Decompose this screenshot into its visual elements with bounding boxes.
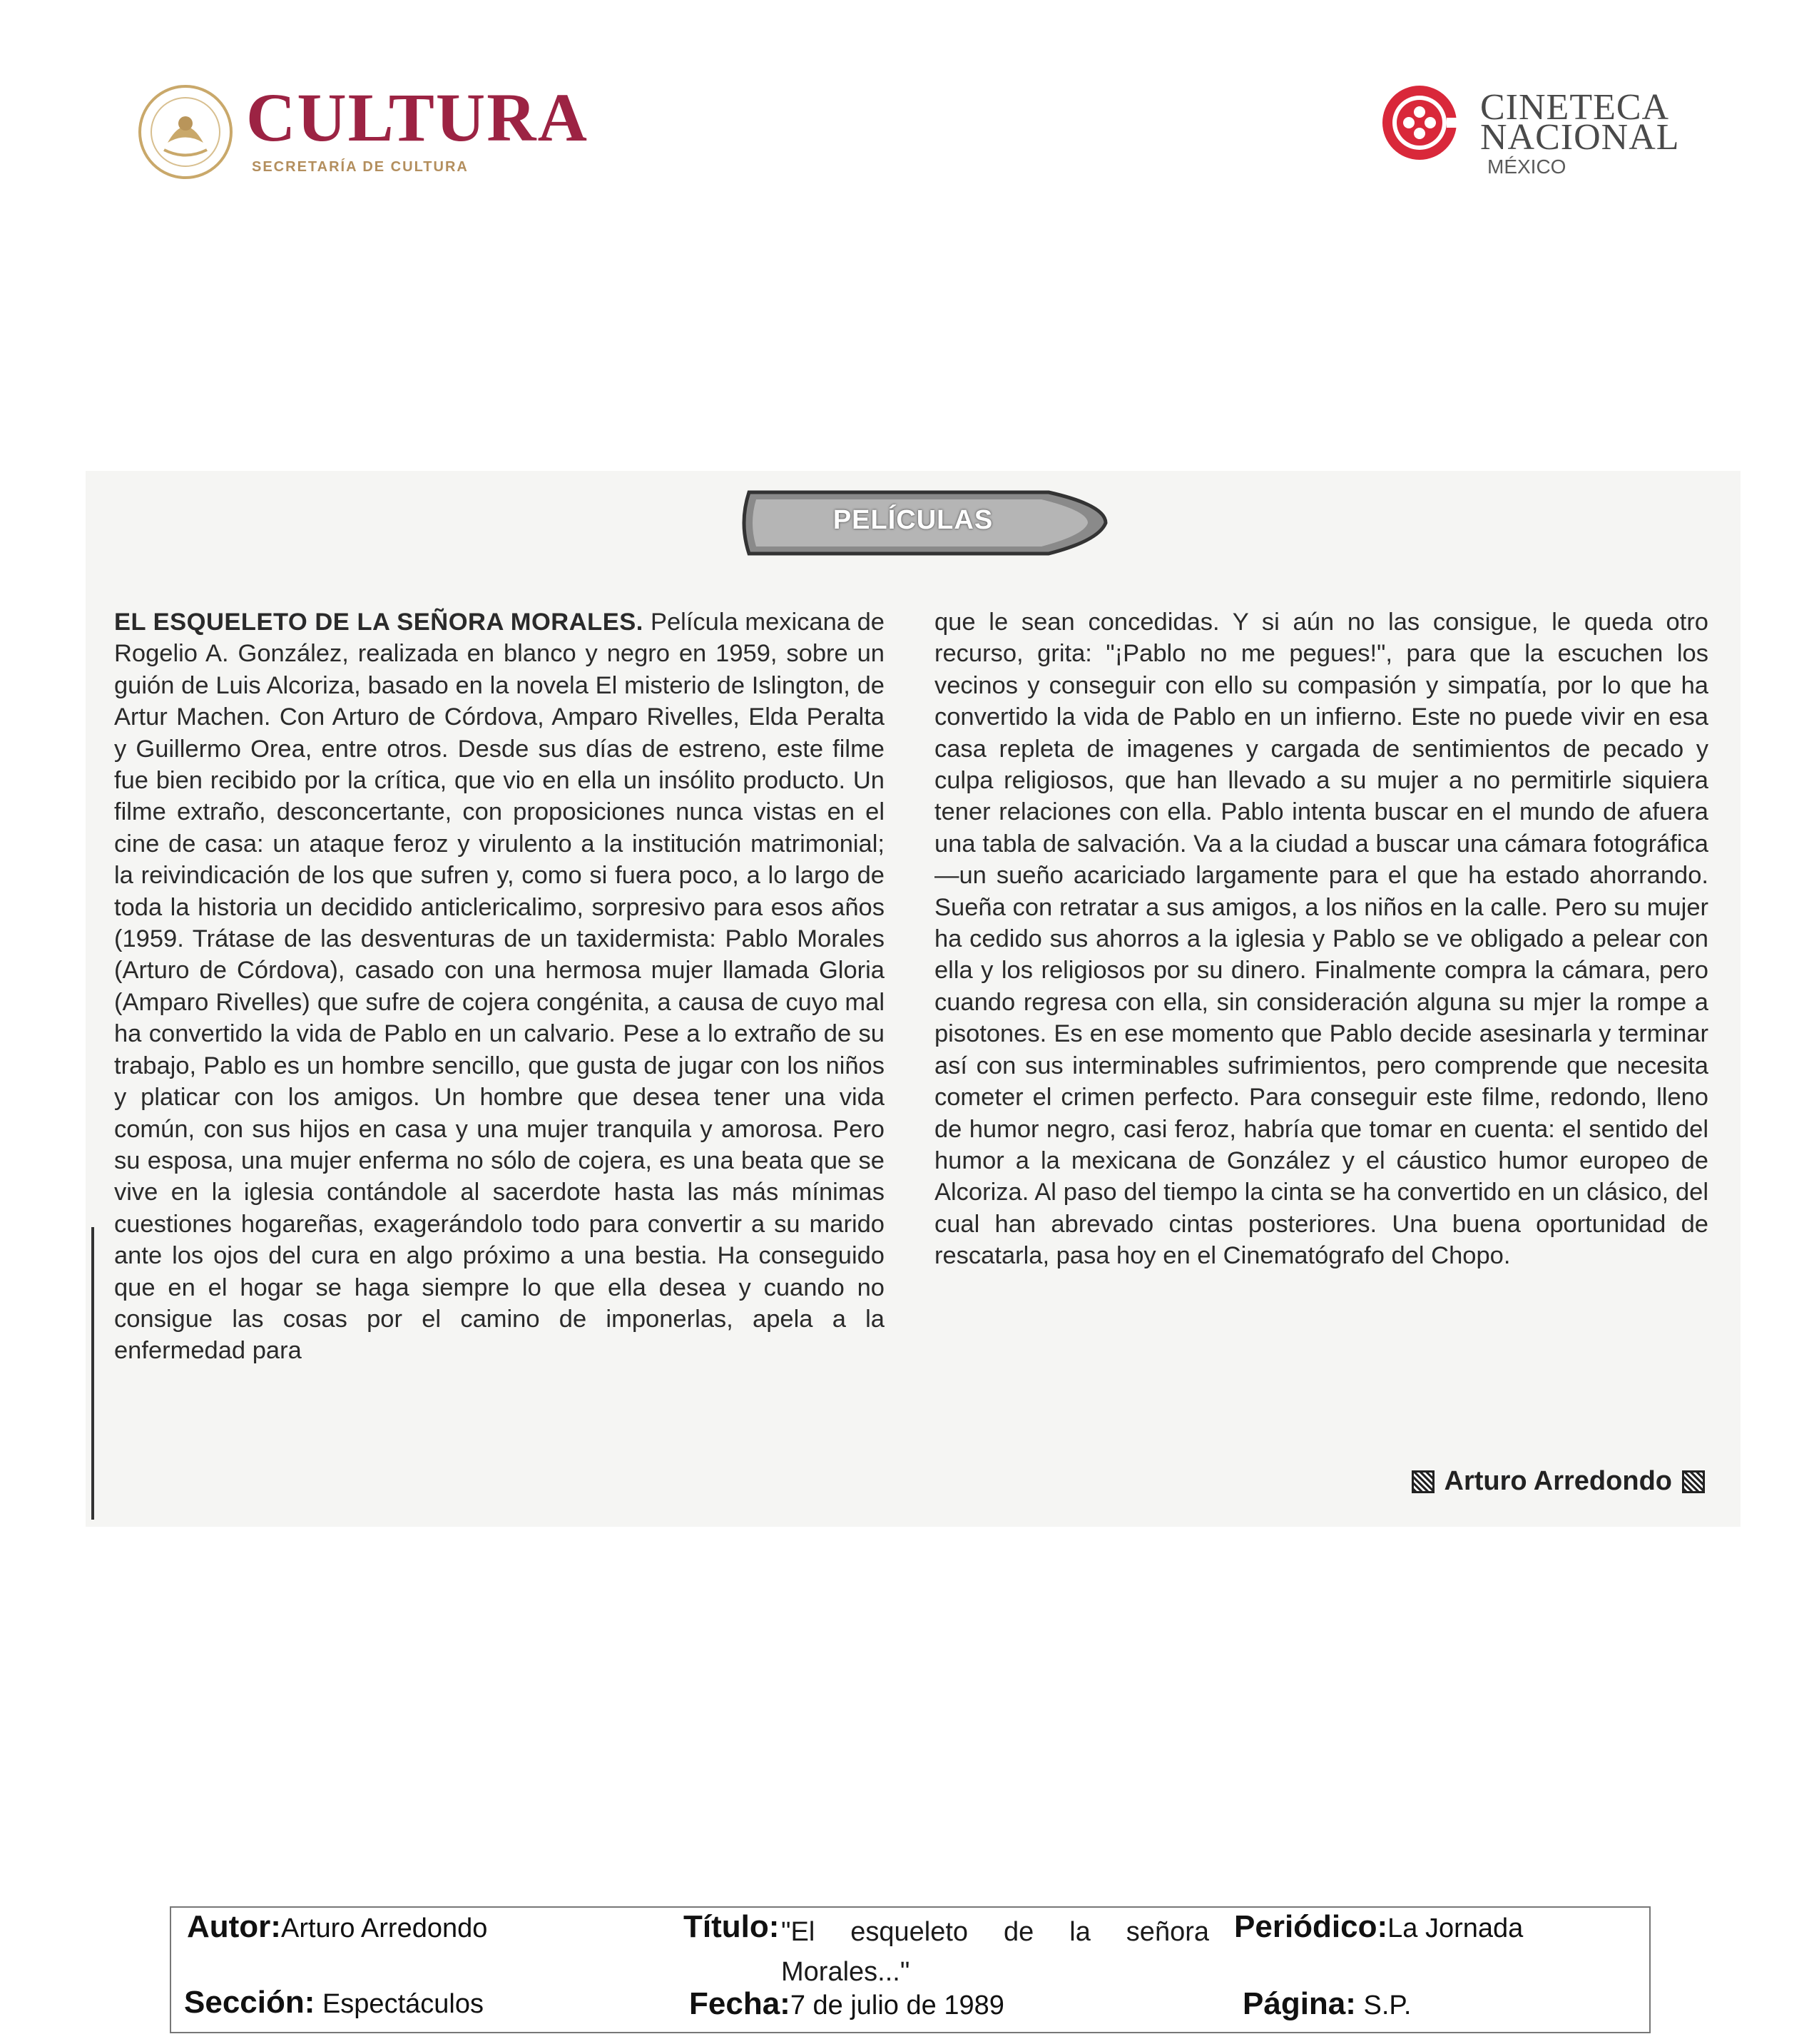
byline-box-icon <box>1412 1470 1435 1493</box>
cineteca-line3: MÉXICO <box>1487 156 1566 178</box>
autor-value: Arturo Arredondo <box>280 1913 488 1943</box>
cultura-subtitle: SECRETARÍA DE CULTURA <box>252 159 469 175</box>
cultura-wordmark: CULTURA <box>246 79 588 156</box>
article-body-left: Película mexicana de Rogelio A. González, realizada en blanco y negro en 1959, sobre un guión de Luis Alcoriza, basado en la novela El misterio de Islington, de Artur Machen. Con Arturo de Córdova, Amparo Rivelles, Elda Peralta y Guillermo Orea, entre otros. Desde sus días de estreno, este filme fue bien recibido por la crítica, que vio en ella un insólito producto. Un filme extraño, desconcertante, con proposiciones nunca vistas en el cine de casa: un ataque feroz y virulento a la institución matrimonial; la reivindicación de los que sufren y, como si fuera poco, a lo largo de toda la historia un decidido anticlericalimo, sorpresivo para esos años (1959. Trátase de las desventuras de un taxidermista: Pablo Morales (Arturo de Córdova), casado con una hermosa mujer llamada Gloria (Amparo Rivelles) que sufre de cojera congénita, a causa de cuyo mal ha convertido la vida de Pablo en un calvario. Pese a lo extraño de su trabajo, Pablo es un hombre sencillo, que gusta de jugar con los niños y platicar con los amigos. Un hombre que desea tener una vida común, con sus hijos en casa y una mujer tranquila y amorosa. Pero su esposa, una mujer enferma no sólo de cojera, es una beata que se vive en la iglesia contándole al sacerdote hasta las más mínimas cuestiones hogareñas, exagerándolo todo para convertir a su marido ante los ojos del cura en algo próximo a una bestia. Ha conseguido que en el hogar se haga siempre lo que ella desea y cuando no consigue las cosas por el camino de imponerlas, apela a la enfermedad para <box>114 609 885 1365</box>
section-badge-label: PELÍCULAS <box>832 505 994 535</box>
titulo-label: Título: <box>683 1909 780 1944</box>
autor-label: Autor: <box>187 1909 281 1944</box>
article-byline <box>1412 1466 1705 1497</box>
pagina-field <box>1243 1986 1411 2022</box>
fecha-value: 7 de julio de 1989 <box>790 1990 1004 2020</box>
article-column-right <box>934 606 1708 1272</box>
pagina-value: S.P. <box>1363 1990 1412 2020</box>
seccion-value: Espectáculos <box>322 1989 484 2019</box>
periodico-label: Periódico: <box>1234 1909 1388 1944</box>
titulo-value-line1: "El esqueleto de la señora <box>781 1917 1209 1947</box>
titulo-label-wrap <box>683 1909 779 1945</box>
clipping-edge-rule <box>91 1227 94 1520</box>
article-body-right: que le sean concedidas. Y si aún no las consigue, le queda otro recurso, grita: "¡Pablo no me pegues!", para que la escuchen los vecinos y conseguir con ello su compasión y simpatía, por lo que ha convertido la vida de Pablo en un infierno. Este no puede vivir en esa casa repleta de imagenes y cargada de sentimientos de pecado y culpa religiosos, que han llevado a su mujer a no permitirle siquiera tener relaciones con ella. Pablo intenta buscar en el mundo de afuera una tabla de salvación. Va a la ciudad a buscar una cámara fotográfica —un sueño acariciado largamente para el que ha estado ahorrando. Sueña con retratar a sus amigos, a los niños en la calle. Pero su mujer ha cedido sus ahorros a la iglesia y Pablo se ve obligado a pelear con ella y los religiosos por su dinero. Finalmente compra la cámara, pero cuando regresa con ella, sin consideración alguna su mjer la rompe a pisotones. Es en ese momento que Pablo decide asesinarla y terminar así con sus interminables sufrimientos, pero comprende que necesita cometer el crimen perfecto. Para conseguir este filme, redondo, lleno de humor negro, casi feroz, habría que tomar en cuenta: el sentido del humor a la mexicana de González y el cáustico humor europeo de Alcoriza. Al paso del tiempo la cinta se ha convertido en un clásico, del cual han abrevado cintas posteriores. Una buena oportunidad de rescatarla, pasa hoy en el Cinematógrafo del Chopo. <box>934 609 1708 1270</box>
cineteca-line2: NACIONAL <box>1480 117 1680 158</box>
periodico-field <box>1234 1909 1523 1945</box>
fecha-field <box>689 1986 1004 2022</box>
byline-author: Arturo Arredondo <box>1444 1466 1672 1496</box>
seccion-field <box>184 1985 484 2020</box>
titulo-value-line2: Morales..." <box>781 1957 910 1987</box>
cultura-logo <box>136 79 606 189</box>
article-column-left <box>114 606 885 1367</box>
byline-box-icon <box>1682 1470 1705 1493</box>
autor-field <box>187 1909 487 1945</box>
cineteca-line1: CINETECA <box>1480 87 1670 128</box>
article-title: EL ESQUELETO DE LA SEÑORA MORALES. <box>114 609 643 636</box>
fecha-label: Fecha: <box>689 1986 790 2021</box>
mexico-seal-icon <box>136 82 235 182</box>
film-reel-icon <box>1377 82 1459 164</box>
seccion-label: Sección: <box>184 1985 315 2020</box>
cineteca-logo <box>1377 82 1691 182</box>
periodico-value: La Jornada <box>1387 1913 1524 1943</box>
pagina-label: Página: <box>1243 1986 1356 2021</box>
